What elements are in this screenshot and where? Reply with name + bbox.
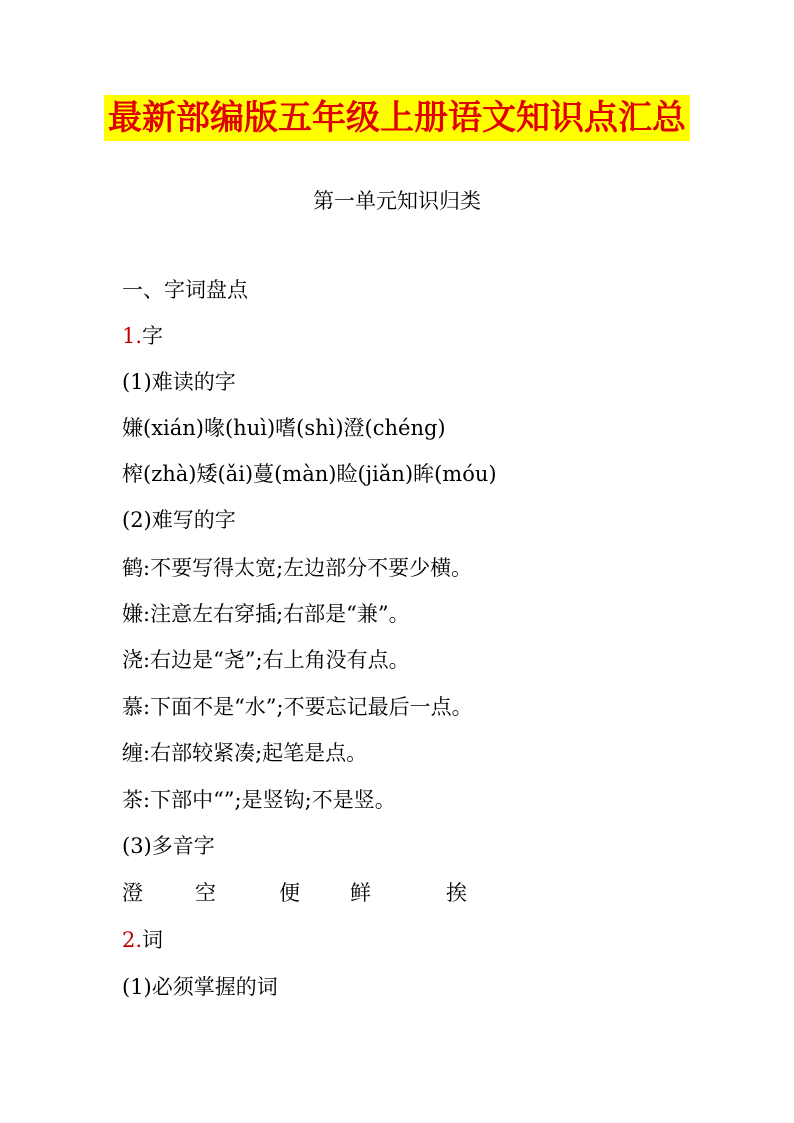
- polyphone-char: 便: [279, 881, 300, 905]
- hard-char-note: 浇:右边是“尧”;右上角没有点。: [122, 648, 410, 672]
- polyphone-char: 挨: [446, 881, 467, 905]
- polyphone-char: 澄: [122, 881, 143, 905]
- subheading-hard-to-write: (2)难写的字: [122, 508, 236, 532]
- item-number: 2.: [122, 928, 143, 952]
- item-number: 1.: [122, 324, 143, 348]
- section-heading: 一、字词盘点: [122, 278, 248, 302]
- document-title: 最新部编版五年级上册语文知识点汇总: [104, 95, 690, 141]
- title-wrap: [0, 95, 794, 141]
- hard-char-note: 鹤:不要写得太宽;左边部分不要少横。: [122, 556, 473, 580]
- pinyin-line: 榨(zhà)矮(ǎi)蔓(màn)睑(jiǎn)眸(móu): [122, 462, 497, 486]
- item-label: 词: [142, 928, 164, 952]
- hard-char-note: 慕:下面不是“水”;不要忘记最后一点。: [122, 695, 473, 719]
- pinyin-line: 嫌(xián)喙(huì)嗜(shì)澄(chéng): [122, 416, 446, 440]
- polyphone-char: 空: [195, 881, 216, 905]
- hard-char-note: 嫌:注意左右穿插;右部是“兼”。: [122, 602, 410, 626]
- hard-char-note: 缠:右部较紧凑;起笔是点。: [122, 741, 368, 765]
- subheading-hard-to-read: (1)难读的字: [122, 370, 236, 394]
- unit-subtitle: 第一单元知识归类: [313, 189, 481, 213]
- subheading-must-master: (1)必须掌握的词: [122, 975, 278, 999]
- polyphone-char: 鲜: [350, 881, 371, 905]
- item-label: 字: [142, 324, 164, 348]
- item-heading-characters: [122, 321, 163, 351]
- item-heading-words: [122, 925, 163, 955]
- subheading-polyphones: (3)多音字: [122, 834, 215, 858]
- hard-char-note: 茶:下部中“”;是竖钩;不是竖。: [122, 788, 396, 812]
